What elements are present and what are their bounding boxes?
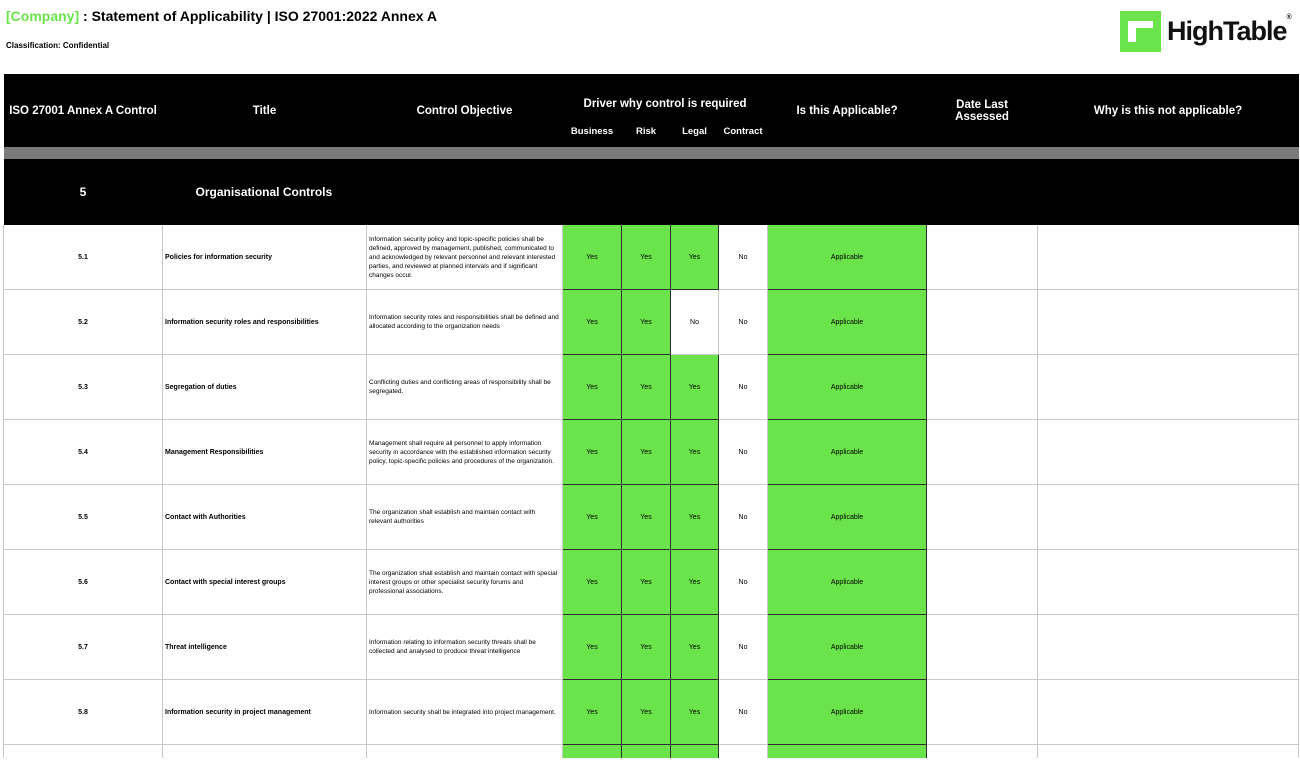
control-title-cell[interactable]: Threat intelligence xyxy=(163,615,367,680)
driver-legal-cell[interactable]: No xyxy=(671,290,719,355)
date-assessed-cell[interactable] xyxy=(927,420,1038,485)
date-assessed-cell[interactable] xyxy=(927,680,1038,745)
driver-contract-cell[interactable]: No xyxy=(719,290,768,355)
driver-legal-cell[interactable]: Yes xyxy=(671,355,719,420)
col-header-title: Title xyxy=(163,74,367,147)
control-title-cell[interactable]: Contact with Authorities xyxy=(163,485,367,550)
driver-risk-cell[interactable]: Yes xyxy=(622,290,671,355)
driver-business-cell[interactable]: Yes xyxy=(563,680,622,745)
title-text: : Statement of Applicability | ISO 27001:2022 Annex A xyxy=(79,8,438,24)
why-not-cell[interactable] xyxy=(1038,485,1299,550)
control-id-cell[interactable]: 5.8 xyxy=(4,680,163,745)
applicable-cell[interactable]: Applicable xyxy=(768,420,927,485)
driver-business-cell[interactable]: Yes xyxy=(563,420,622,485)
control-objective-cell[interactable]: Conflicting duties and conflicting areas of responsibility shall be segregated. xyxy=(367,355,563,420)
control-id-cell[interactable]: 5.3 xyxy=(4,355,163,420)
col-header-control: ISO 27001 Annex A Control xyxy=(4,74,163,147)
col-header-business: Business xyxy=(563,112,622,147)
table-row xyxy=(4,355,1299,420)
driver-contract-cell[interactable]: No xyxy=(719,485,768,550)
table-row xyxy=(4,225,1299,290)
applicable-cell[interactable]: Applicable xyxy=(768,225,927,290)
driver-risk-cell[interactable]: Yes xyxy=(622,420,671,485)
hightable-logo-mark-icon xyxy=(1120,11,1161,52)
table-row xyxy=(4,420,1299,485)
driver-legal-cell[interactable]: Yes xyxy=(671,615,719,680)
control-id-cell[interactable]: 5.7 xyxy=(4,615,163,680)
applicable-cell[interactable]: Applicable xyxy=(768,615,927,680)
driver-risk-cell[interactable]: Yes xyxy=(622,680,671,745)
col-header-risk: Risk xyxy=(622,112,671,147)
control-id-cell[interactable]: 5.4 xyxy=(4,420,163,485)
driver-business-cell[interactable]: Yes xyxy=(563,225,622,290)
driver-contract-cell[interactable]: No xyxy=(719,550,768,615)
applicable-cell[interactable]: Applicable xyxy=(768,355,927,420)
control-objective-cell[interactable]: Management shall require all personnel to apply information security in accordance with the established information security policy, topic-specific policies and procedures of the organization. xyxy=(367,420,563,485)
applicable-cell[interactable]: Applicable xyxy=(768,485,927,550)
table-row xyxy=(4,745,1299,759)
control-title-cell[interactable]: Contact with special interest groups xyxy=(163,550,367,615)
driver-risk-cell[interactable]: Yes xyxy=(622,550,671,615)
control-title-cell[interactable]: Information security in project management xyxy=(163,680,367,745)
control-objective-cell[interactable]: The organization shall establish and maintain contact with special interest groups or other specialist security forums and professional associations. xyxy=(367,550,563,615)
control-title-cell[interactable]: Policies for information security xyxy=(163,225,367,290)
driver-contract-cell[interactable]: No xyxy=(719,680,768,745)
classification-label: Classification: Confidential xyxy=(6,41,110,50)
why-not-cell[interactable] xyxy=(1038,680,1299,745)
driver-business-cell[interactable]: Yes xyxy=(563,355,622,420)
driver-risk-cell[interactable]: Yes xyxy=(622,615,671,680)
control-objective-cell[interactable]: The organization shall establish and maintain contact with relevant authorities xyxy=(367,485,563,550)
company-placeholder: [Company] xyxy=(6,8,80,24)
date-assessed-cell[interactable] xyxy=(927,485,1038,550)
driver-contract-cell[interactable]: No xyxy=(719,615,768,680)
col-header-legal: Legal xyxy=(671,112,719,147)
control-title-cell[interactable]: Segregation of duties xyxy=(163,355,367,420)
applicable-cell[interactable]: Applicable xyxy=(768,290,927,355)
document-title xyxy=(6,8,437,24)
driver-contract-cell[interactable]: No xyxy=(719,355,768,420)
table-row xyxy=(4,485,1299,550)
why-not-cell[interactable] xyxy=(1038,550,1299,615)
col-header-applicable: Is this Applicable? xyxy=(768,74,927,147)
why-not-cell[interactable] xyxy=(1038,615,1299,680)
date-assessed-cell[interactable] xyxy=(927,355,1038,420)
applicable-cell[interactable]: Applicable xyxy=(768,550,927,615)
driver-risk-cell[interactable]: Yes xyxy=(622,355,671,420)
why-not-cell[interactable] xyxy=(1038,420,1299,485)
col-header-why-not: Why is this not applicable? xyxy=(1038,74,1299,147)
control-objective-cell[interactable]: Information security roles and responsibilities shall be defined and allocated according to the organization needs xyxy=(367,290,563,355)
driver-contract-cell[interactable]: No xyxy=(719,420,768,485)
control-objective-cell[interactable]: Information relating to information security threats shall be collected and analysed to produce threat intelligence xyxy=(367,615,563,680)
col-header-contract: Contract xyxy=(719,112,768,147)
why-not-cell[interactable] xyxy=(1038,290,1299,355)
why-not-cell[interactable] xyxy=(1038,355,1299,420)
date-assessed-cell[interactable] xyxy=(927,290,1038,355)
driver-business-cell[interactable]: Yes xyxy=(563,290,622,355)
control-id-cell[interactable]: 5.6 xyxy=(4,550,163,615)
driver-contract-cell[interactable]: No xyxy=(719,225,768,290)
driver-business-cell[interactable]: Yes xyxy=(563,615,622,680)
table-row xyxy=(4,290,1299,355)
control-id-cell[interactable]: 5.1 xyxy=(4,225,163,290)
driver-legal-cell[interactable]: Yes xyxy=(671,225,719,290)
table-row xyxy=(4,550,1299,615)
col-header-driver: Driver why control is required xyxy=(563,74,768,112)
driver-risk-cell[interactable]: Yes xyxy=(622,485,671,550)
control-objective-cell[interactable]: Information security policy and topic-specific policies shall be defined, approved by management, published, communicated to and acknowledged by relevant personnel and relevant interested parties, and reviewed at planned intervals and if significant changes occur. xyxy=(367,225,563,290)
control-id-cell[interactable]: 5.2 xyxy=(4,290,163,355)
logo-text: HighTable® xyxy=(1167,13,1291,46)
driver-business-cell[interactable]: Yes xyxy=(563,485,622,550)
header-separator xyxy=(4,147,1299,159)
section-title: Organisational Controls xyxy=(163,159,563,225)
section-number: 5 xyxy=(4,159,163,225)
table-row xyxy=(4,615,1299,680)
control-id-cell[interactable]: 5.5 xyxy=(4,485,163,550)
driver-legal-cell[interactable]: Yes xyxy=(671,485,719,550)
driver-legal-cell[interactable]: Yes xyxy=(671,680,719,745)
hightable-logo xyxy=(1120,10,1291,52)
control-title-cell[interactable]: Management Responsibilities xyxy=(163,420,367,485)
col-header-objective: Control Objective xyxy=(367,74,563,147)
col-header-date: Date Last Assessed xyxy=(927,74,1038,147)
why-not-cell[interactable] xyxy=(1038,225,1299,290)
date-assessed-cell[interactable] xyxy=(927,550,1038,615)
table-row xyxy=(4,680,1299,745)
control-title-cell[interactable]: Information security roles and responsibilities xyxy=(163,290,367,355)
section-row xyxy=(4,159,1299,225)
driver-legal-cell[interactable]: Yes xyxy=(671,550,719,615)
control-objective-cell[interactable]: Information security shall be integrated into project management. xyxy=(367,680,563,745)
driver-legal-cell[interactable]: Yes xyxy=(671,420,719,485)
driver-risk-cell[interactable]: Yes xyxy=(622,225,671,290)
driver-business-cell[interactable]: Yes xyxy=(563,550,622,615)
date-assessed-cell[interactable] xyxy=(927,225,1038,290)
applicable-cell[interactable]: Applicable xyxy=(768,680,927,745)
soa-table xyxy=(3,74,1299,758)
date-assessed-cell[interactable] xyxy=(927,615,1038,680)
